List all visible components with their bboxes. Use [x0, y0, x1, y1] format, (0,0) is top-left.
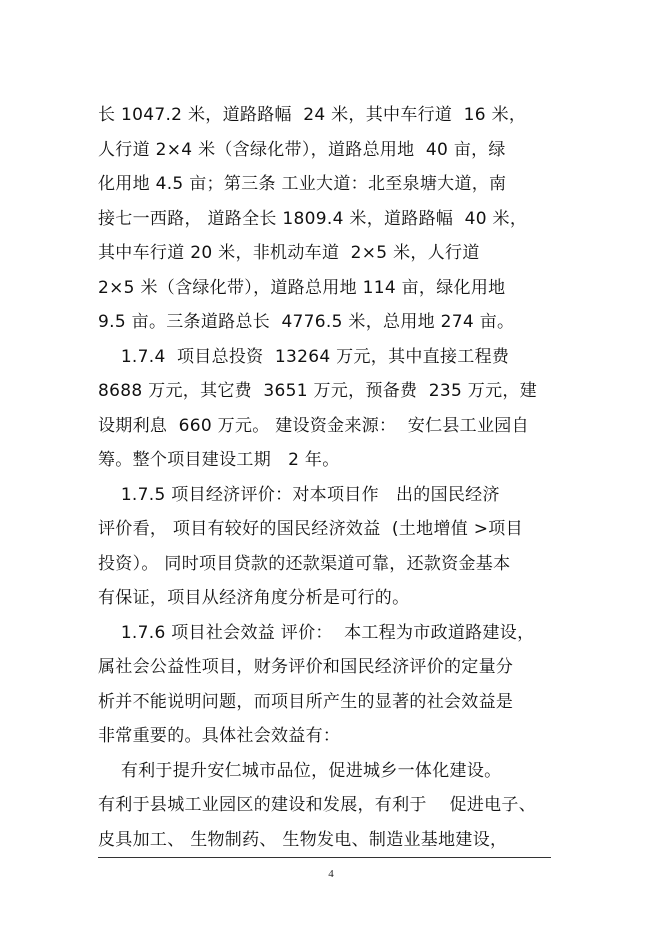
- text-line: 有利于县城工业园区的建设和发展，有利于 促进电子、: [98, 795, 537, 815]
- text-line: 非常重要的。具体社会效益有：: [98, 726, 341, 746]
- text-line: 属社会公益性项目，财务评价和国民经济评价的定量分: [98, 657, 514, 677]
- text-line: 投资）。 同时项目贷款的还款渠道可靠，还款资金基本: [98, 553, 511, 574]
- body-text: [98, 98, 568, 857]
- page-number: 4: [328, 868, 334, 880]
- text-line: 1.7.6 项目社会效益 评价： 本工程为市政道路建设，: [98, 622, 535, 643]
- footer-divider: [98, 857, 551, 858]
- text-line: 评价看， 项目有较好的国民经济效益 (土地增值 >项目: [98, 519, 523, 539]
- text-line: 有利于提升安仁城市品位，促进城乡一体化建设。: [98, 760, 502, 781]
- text-line: 9.5 亩。三条道路总长 4776.5 米，总用地 274 亩。: [98, 312, 515, 332]
- text-line: 筹。整个项目建设工期 2 年。: [98, 450, 340, 470]
- text-line: 其中车行道 20 米，非机动车道 2×5 米，人行道: [98, 243, 480, 263]
- text-line: 皮具加工、 生物制药、 生物发电、制造业基地建设，: [98, 829, 508, 850]
- text-line: 有保证，项目从经济角度分析是可行的。: [98, 588, 410, 608]
- text-line: 人行道 2×4 米（含绿化带），道路总用地 40 亩，绿: [98, 139, 506, 160]
- text-line: 长 1047.2 米，道路路幅 24 米，其中车行道 16 米，: [98, 105, 527, 125]
- text-line: 1.7.4 项目总投资 13264 万元，其中直接工程费: [98, 346, 510, 367]
- text-line: 1.7.5 项目经济评价：对本项目作 出的国民经济: [98, 484, 500, 505]
- text-line: 接七一西路， 道路全长 1809.4 米，道路路幅 40 米，: [98, 208, 528, 229]
- text-line: 化用地 4.5 亩；第三条 工业大道：北至泉塘大道，南: [98, 174, 507, 194]
- text-line: 析并不能说明问题，而项目所产生的显著的社会效益是: [98, 691, 514, 712]
- text-line: 2×5 米（含绿化带），道路总用地 114 亩，绿化用地: [98, 277, 506, 298]
- text-line: 8688 万元，其它费 3651 万元，预备费 235 万元，建: [98, 381, 538, 401]
- text-line: 设期利息 660 万元。 建设资金来源： 安仁县工业园自: [98, 415, 529, 436]
